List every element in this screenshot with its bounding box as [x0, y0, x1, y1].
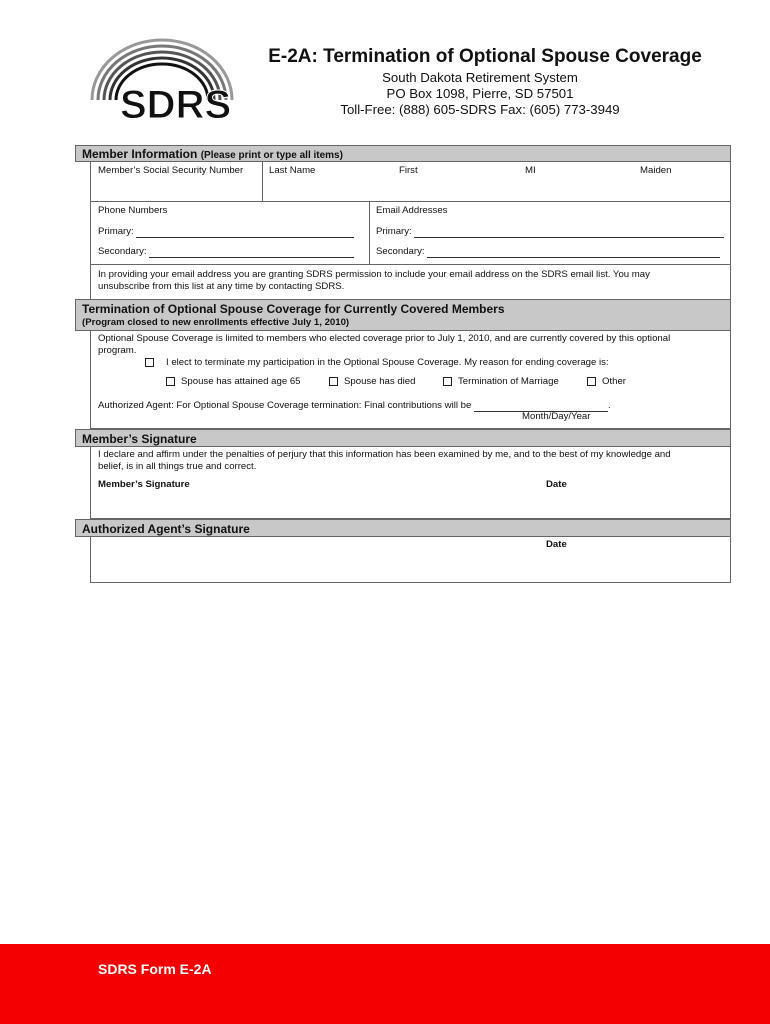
- declaration-line-1: I declare and affirm under the penalties of perjury that this information has been examined by me, and to the best of my knowledge and: [98, 449, 671, 460]
- footer-form-label: SDRS Form E-2A: [98, 961, 212, 977]
- member-signature-field[interactable]: [98, 492, 518, 516]
- reason-spouse-died-checkbox[interactable]: [329, 377, 338, 386]
- termination-subheading: (Program closed to new enrollments effective July 1, 2010): [82, 317, 350, 328]
- email-primary-label: Primary:: [376, 226, 412, 237]
- reason-other-checkbox[interactable]: [587, 377, 596, 386]
- member-signature-header: [75, 429, 731, 447]
- phone-secondary-field[interactable]: [98, 246, 354, 258]
- svg-text:SDRS: SDRS: [120, 83, 232, 125]
- org-address: PO Box 1098, Pierre, SD 57501: [386, 86, 574, 101]
- agent-signature-header: [75, 519, 731, 537]
- phone-primary-field[interactable]: [98, 226, 354, 238]
- date-format-label: Month/Day/Year: [522, 411, 591, 422]
- sdrs-logo: [72, 30, 252, 125]
- org-contact: Toll-Free: (888) 605-SDRS Fax: (605) 773-3949: [340, 102, 620, 117]
- agent-signature-date-label: Date: [546, 539, 567, 550]
- reason-spouse-died-label: Spouse has died: [344, 376, 416, 387]
- member-info-header: [75, 145, 731, 162]
- email-primary-field[interactable]: [376, 226, 724, 238]
- reason-age-65-checkbox[interactable]: [166, 377, 175, 386]
- reason-other-label: Other: [602, 376, 626, 387]
- member-info-heading: Member Information: [82, 147, 198, 161]
- termination-intro-1: Optional Spouse Coverage is limited to members who elected coverage prior to July 1, 2010, and are currently covered by this optional: [98, 333, 671, 344]
- termination-intro-2: program.: [98, 345, 137, 356]
- elect-terminate-checkbox[interactable]: [145, 358, 154, 367]
- ssn-label: Member’s Social Security Number: [98, 165, 244, 176]
- member-info-note: (Please print or type all items): [200, 150, 343, 161]
- agent-signature-heading: Authorized Agent’s Signature: [82, 522, 250, 536]
- maiden-label: Maiden: [640, 165, 672, 176]
- email-secondary-field[interactable]: [376, 246, 720, 258]
- declaration-line-2: belief, is in all things true and correct.: [98, 461, 257, 472]
- org-name: South Dakota Retirement System: [382, 70, 578, 85]
- last-name-label: Last Name: [269, 165, 316, 176]
- email-notice-line-1: In providing your email address you are granting SDRS permission to include your email address on the SDRS email list. You may: [98, 269, 650, 280]
- phone-numbers-label: Phone Numbers: [98, 205, 168, 216]
- mi-label: MI: [525, 165, 536, 176]
- form-title: E-2A: Termination of Optional Spouse Coverage: [268, 46, 702, 67]
- member-signature-label: Member’s Signature: [98, 479, 190, 490]
- termination-heading: Termination of Optional Spouse Coverage for Currently Covered Members: [82, 302, 505, 316]
- reason-marriage-termination-checkbox[interactable]: [443, 377, 452, 386]
- final-contributions-date-field[interactable]: [474, 402, 608, 412]
- footer-bar: [0, 944, 770, 1024]
- reason-marriage-termination-label: Termination of Marriage: [458, 376, 559, 387]
- reason-age-65-label: Spouse has attained age 65: [181, 376, 301, 387]
- phone-secondary-label: Secondary:: [98, 246, 147, 257]
- elect-terminate-label: I elect to terminate my participation in the Optional Spouse Coverage. My reason for ending coverage is:: [166, 357, 609, 368]
- email-notice-line-2: unsubscribe from this list at any time by contacting SDRS.: [98, 281, 345, 292]
- member-signature-heading: Member’s Signature: [82, 432, 197, 446]
- agent-final-contributions: Authorized Agent: For Optional Spouse Coverage termination: Final contributions will be .: [98, 400, 611, 411]
- member-signature-date-label: Date: [546, 479, 567, 490]
- agent-signature-field[interactable]: [98, 552, 518, 578]
- phone-primary-label: Primary:: [98, 226, 134, 237]
- email-secondary-label: Secondary:: [376, 246, 425, 257]
- termination-header: [75, 299, 731, 331]
- email-addresses-label: Email Addresses: [376, 205, 448, 216]
- first-name-label: First: [399, 165, 418, 176]
- agent-final-contributions-text: Authorized Agent: For Optional Spouse Coverage termination: Final contributions will be: [98, 400, 472, 411]
